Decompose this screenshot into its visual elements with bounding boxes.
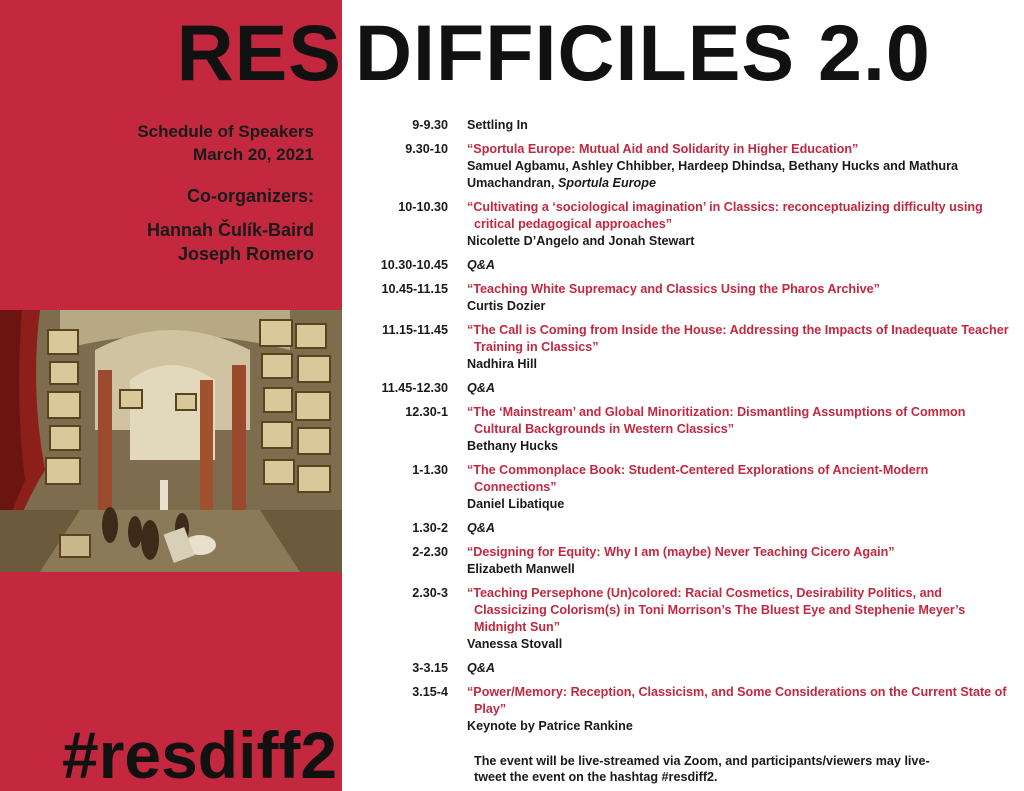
speaker-names: Nadhira Hill bbox=[467, 357, 537, 371]
schedule-row bbox=[350, 585, 1010, 653]
time-slot: 9-9.30 bbox=[412, 118, 448, 132]
painting-illustration bbox=[0, 310, 342, 572]
time-slot: 11.15-11.45 bbox=[382, 323, 448, 337]
title-right-words: DIFFICILES 2.0 bbox=[355, 8, 931, 97]
time-slot: 2.30-3 bbox=[412, 586, 448, 600]
talk-title: “The ‘Mainstream’ and Global Minoritization: Dismantling Assumptions of Common Cultural Backgrounds in Western Classics” bbox=[467, 405, 966, 436]
schedule-row bbox=[350, 660, 1010, 677]
speaker-names: Daniel Libatique bbox=[467, 497, 565, 511]
gallery-painting-image bbox=[0, 310, 342, 572]
schedule-row bbox=[350, 520, 1010, 537]
organizer-list bbox=[14, 218, 314, 266]
qa-session: Q&A bbox=[467, 258, 495, 272]
speaker-names: Samuel Agbamu, Ashley Chhibber, Hardeep Dhindsa, Bethany Hucks and Mathura Umachandran, bbox=[467, 159, 959, 190]
left-info bbox=[14, 120, 314, 266]
time-slot: 10.30-10.45 bbox=[380, 258, 448, 272]
event-date: March 20, 2021 bbox=[193, 145, 314, 164]
time-slot: 11.45-12.30 bbox=[381, 381, 448, 395]
organizer-name: Joseph Romero bbox=[177, 244, 314, 264]
speaker-affiliation: Sportula Europe bbox=[557, 176, 656, 190]
speaker-names: Nicolette D’Angelo and Jonah Stewart bbox=[467, 234, 695, 248]
organizer-name: Hannah Čulík-Baird bbox=[146, 220, 314, 240]
schedule-list bbox=[350, 117, 1010, 742]
schedule-row bbox=[350, 257, 1010, 274]
schedule-row bbox=[350, 462, 1010, 513]
talk-title: “Power/Memory: Reception, Classicism, and Some Considerations on the Current State of Play” bbox=[467, 685, 1007, 716]
time-slot: 10-10.30 bbox=[398, 200, 448, 214]
talk-title: “Cultivating a ‘sociological imagination’ in Classics: reconceptualizing difficulty using critical pedagogical approaches” bbox=[467, 200, 983, 231]
speaker-names: Vanessa Stovall bbox=[467, 637, 563, 651]
qa-session: Q&A bbox=[467, 381, 495, 395]
talk-title: “Teaching White Supremacy and Classics Using the Pharos Archive” bbox=[467, 282, 880, 296]
speaker-line bbox=[467, 158, 1010, 192]
title-left-word: RES bbox=[176, 8, 342, 97]
schedule-label: Schedule of Speakers bbox=[137, 122, 314, 141]
talk-title: “Teaching Persephone (Un)colored: Racial Cosmetics, Desirability Politics, and Classicizing Colorism(s) in Toni Morrison’s The Bluest Eye and Stephenie Meyer’s Midnight Sun” bbox=[467, 586, 966, 634]
time-slot: 3-3.15 bbox=[412, 661, 448, 675]
speaker-names: Elizabeth Manwell bbox=[467, 562, 575, 576]
speaker-names: Bethany Hucks bbox=[467, 439, 558, 453]
schedule-row bbox=[350, 380, 1010, 397]
schedule-row bbox=[350, 141, 1010, 192]
left-red-panel bbox=[0, 0, 342, 791]
time-slot: 1-1.30 bbox=[412, 463, 448, 477]
coorganizers-label: Co-organizers: bbox=[186, 186, 314, 206]
talk-title: “The Call is Coming from Inside the House: Addressing the Impacts of Inadequate Teacher Training in Classics” bbox=[467, 323, 1009, 354]
talk-title: “Sportula Europe: Mutual Aid and Solidarity in Higher Education” bbox=[467, 142, 859, 156]
speaker-names: Keynote by Patrice Rankine bbox=[467, 719, 633, 733]
qa-session: Q&A bbox=[467, 661, 495, 675]
schedule-row bbox=[350, 199, 1010, 250]
time-slot: 12.30-1 bbox=[405, 405, 448, 419]
talk-title: “The Commonplace Book: Student-Centered Explorations of Ancient-Modern Connections” bbox=[467, 463, 929, 494]
schedule-row bbox=[350, 684, 1010, 735]
speaker-names: Curtis Dozier bbox=[467, 299, 546, 313]
time-slot: 10.45-11.15 bbox=[381, 282, 448, 296]
session-text: Settling In bbox=[467, 118, 528, 132]
time-slot: 1.30-2 bbox=[412, 521, 448, 535]
time-slot: 9.30-10 bbox=[405, 142, 448, 156]
qa-session: Q&A bbox=[467, 521, 495, 535]
time-slot: 2-2.30 bbox=[412, 545, 448, 559]
schedule-row bbox=[350, 404, 1010, 455]
schedule-row bbox=[350, 544, 1010, 578]
time-slot: 3.15-4 bbox=[412, 685, 448, 699]
schedule-row bbox=[350, 117, 1010, 134]
livestream-note: The event will be live-streamed via Zoom, and participants/viewers may live-tweet the event on the hashtag #resdiff2. bbox=[474, 754, 930, 784]
schedule-row bbox=[350, 322, 1010, 373]
schedule-row bbox=[350, 281, 1010, 315]
hashtag: #resdiff2 bbox=[62, 718, 338, 791]
talk-title: “Designing for Equity: Why I am (maybe) Never Teaching Cicero Again” bbox=[467, 545, 895, 559]
